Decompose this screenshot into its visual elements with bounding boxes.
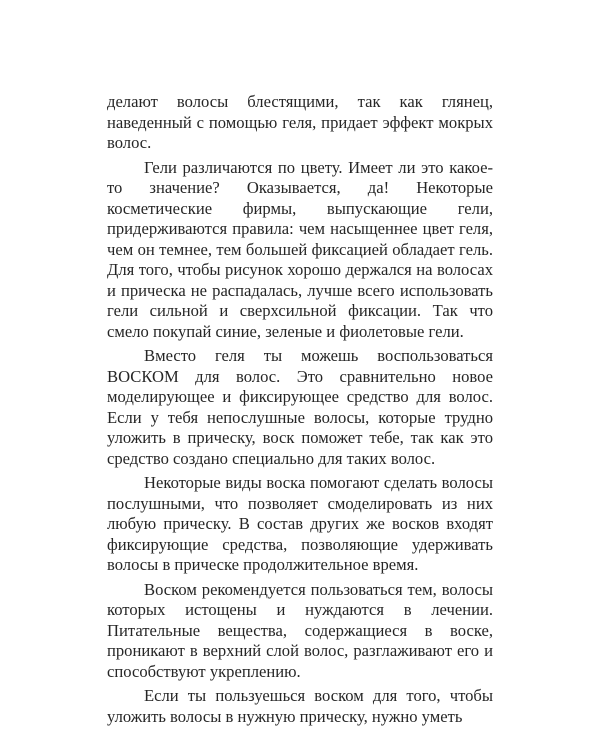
paragraph-wax-styling: Если ты пользуешься воском для того, чтобы уложить волосы в нужную прическу, нужно уметь bbox=[107, 686, 493, 726]
paragraph-gel-colors: Гели различаются по цвету. Имеет ли это какое-то значение? Оказывается, да! Некоторые косметические фирмы, выпускающие гели, придерживаются правила: чем насыщеннее цвет геля, чем он темнее, тем большей фиксацией обладает гель. Для того, чтобы рисунок хорошо держался на волосах и прическа не распадалась, лучше всего использовать гели сильной и сверхсильной фиксации. Так что смело покупай синие, зеленые и фиолетовые гели. bbox=[107, 157, 493, 341]
paragraph-wax-treatment: Воском рекомендуется пользоваться тем, волосы которых истощены и нуждаются в лечении. Питательные вещества, содержащиеся в воске, проникают в верхний слой волос, разглаживают его и способствуют укреплению. bbox=[107, 579, 493, 681]
paragraph-wax-intro: Вместо геля ты можешь воспользоваться ВОСКОМ для волос. Это сравнительно новое моделирующее и фиксирующее средство для волос. Если у тебя непослушные волосы, которые трудно уложить в прическу, воск поможет тебе, так как это средство создано специально для таких волос. bbox=[107, 346, 493, 468]
body-text bbox=[107, 92, 493, 731]
paragraph-wax-types: Некоторые виды воска помогают сделать волосы послушными, что позволяет смоделировать из них любую прическу. В состав других же восков входят фиксирующие средства, позволяющие удерживать волосы в прическе продолжительное время. bbox=[107, 473, 493, 574]
paragraph-gel-shine: делают волосы блестящими, так как глянец, наведенный с помощью геля, придает эффект мокрых волос. bbox=[107, 92, 493, 152]
